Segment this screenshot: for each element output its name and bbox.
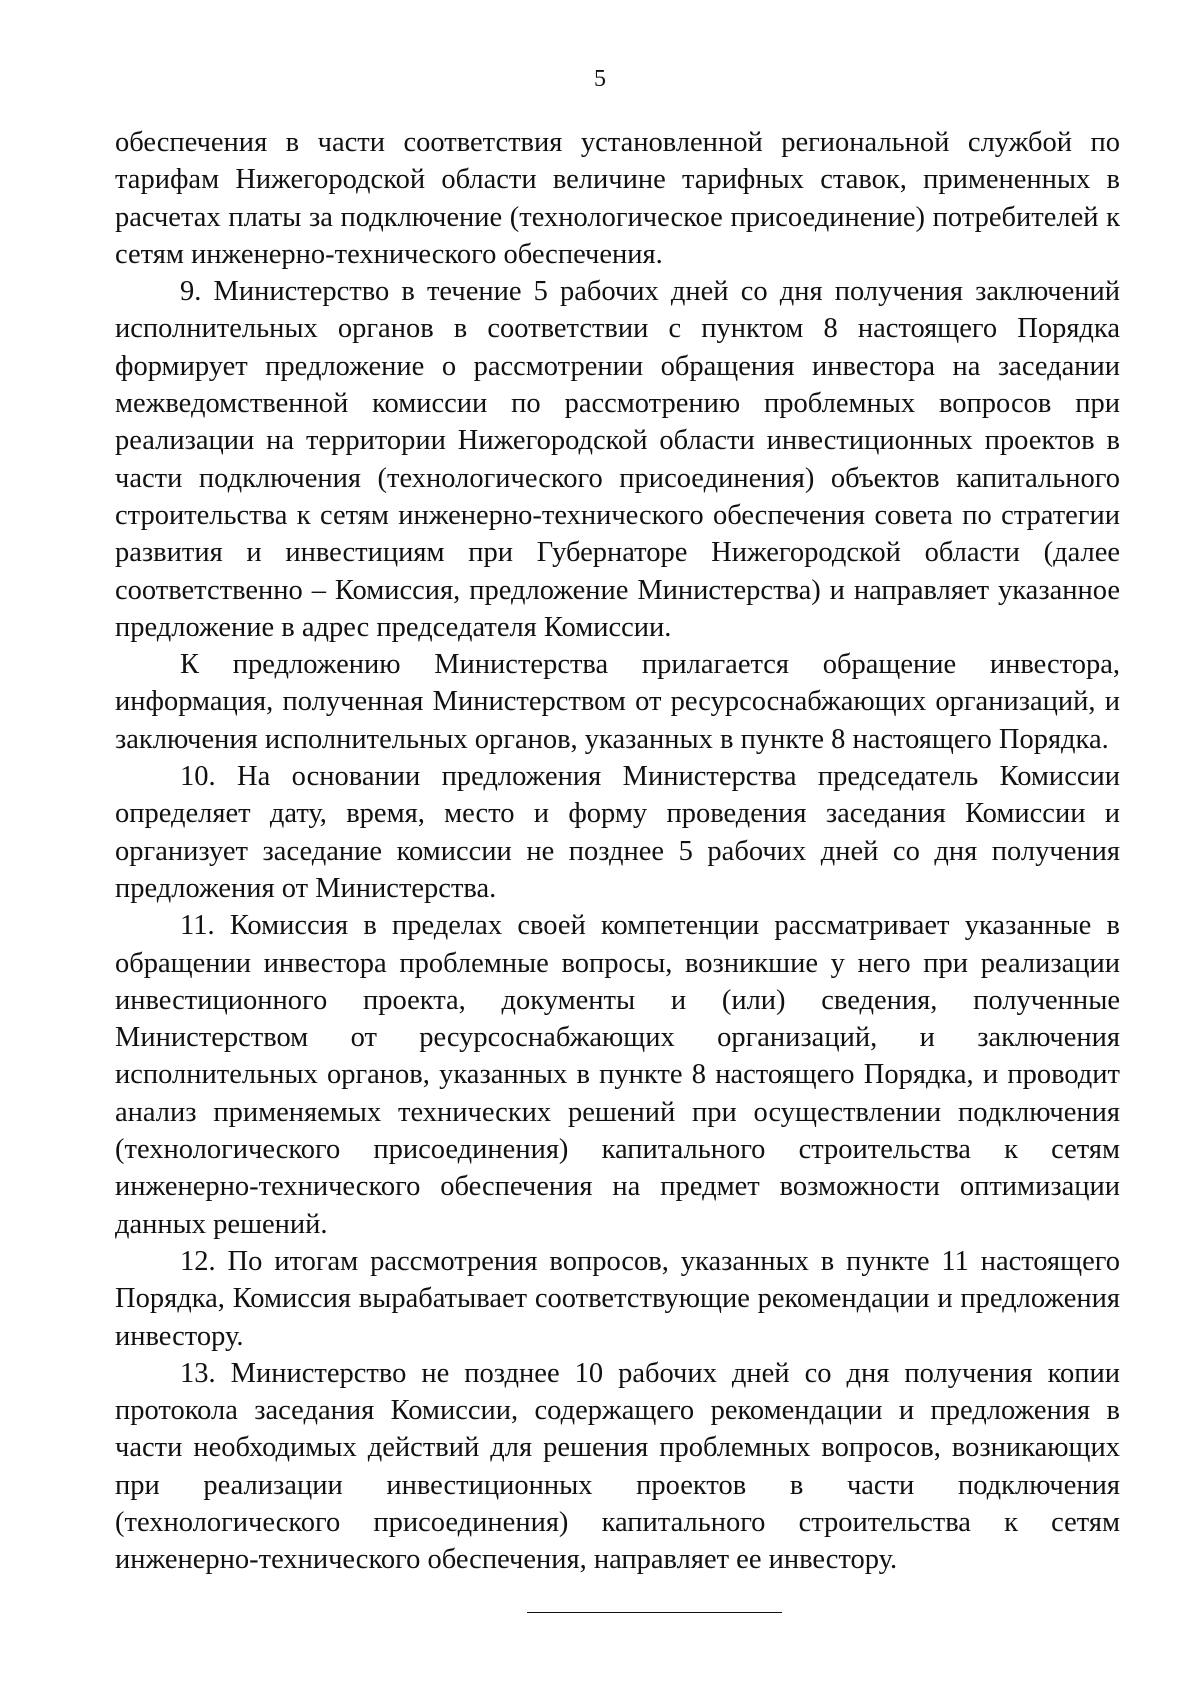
paragraph-item-13: 13. Министерство не позднее 10 рабочих дней со дня получения копии протокола заседания Комиссии, содержащего рекомендации и предложения в части необходимых действий для решения проблемных вопросов, возникающих при реализации инвестиционных проектов в части подключения (технологического присоединения) капитального строительства к сетям инженерно-технического обеспечения, направляет ее инвестору. xyxy=(115,1357,1120,1576)
paragraph-continuation: обеспечения в части соответствия установленной региональной службой по тарифам Нижегородской области величине тарифных ставок, примененных в расчетах платы за подключение (технологическое присоединение) потребителей к сетям инженерно-технического обеспечения. xyxy=(115,127,1120,270)
paragraph-item-9: 9. Министерство в течение 5 рабочих дней со дня получения заключений исполнительных органов в соответствии с пунктом 8 настоящего Порядка формирует предложение о рассмотрении обращения инвестора на заседании межведомственной комиссии по рассмотрению проблемных вопросов при реализации на территории Нижегородской области инвестиционных проектов в части подключения (технологического присоединения) объектов капитального строительства к сетям инженерно-технического обеспечения совета по стратегии развития и инвестициям при Губернаторе Нижегородской области (далее соответственно – Комиссия, предложение Министерства) и направляет указанное предложение в адрес председателя Комиссии. xyxy=(115,276,1120,643)
document-body xyxy=(115,124,1120,1579)
paragraph-item-12: 12. По итогам рассмотрения вопросов, указанных в пункте 11 настоящего Порядка, Комиссия вырабатывает соответствующие рекомендации и предложения инвестору. xyxy=(115,1245,1120,1352)
end-of-document-rule xyxy=(527,1612,782,1613)
paragraph-item-10: 10. На основании предложения Министерства председатель Комиссии определяет дату, время, место и форму проведения заседания Комиссии и организует заседание комиссии не позднее 5 рабочих дней со дня получения предложения от Министерства. xyxy=(115,761,1120,904)
page-number: 5 xyxy=(594,66,606,92)
paragraph-item-11: 11. Комиссия в пределах своей компетенции рассматривает указанные в обращении инвестора проблемные вопросы, возникшие у него при реализации инвестиционного проекта, документы и (или) сведения, полученные Министерством от ресурсоснабжающих организаций, и заключения исполнительных органов, указанных в пункте 8 настоящего Порядка, и проводит анализ применяемых технических решений при осуществлении подключения (технологического присоединения) капитального строительства к сетям инженерно-технического обеспечения на предмет возможности оптимизации данных решений. xyxy=(115,910,1120,1240)
paragraph-attachment: К предложению Министерства прилагается обращение инвестора, информация, полученная Министерством от ресурсоснабжающих организаций, и заключения исполнительных органов, указанных в пункте 8 настоящего Порядка. xyxy=(115,649,1120,755)
